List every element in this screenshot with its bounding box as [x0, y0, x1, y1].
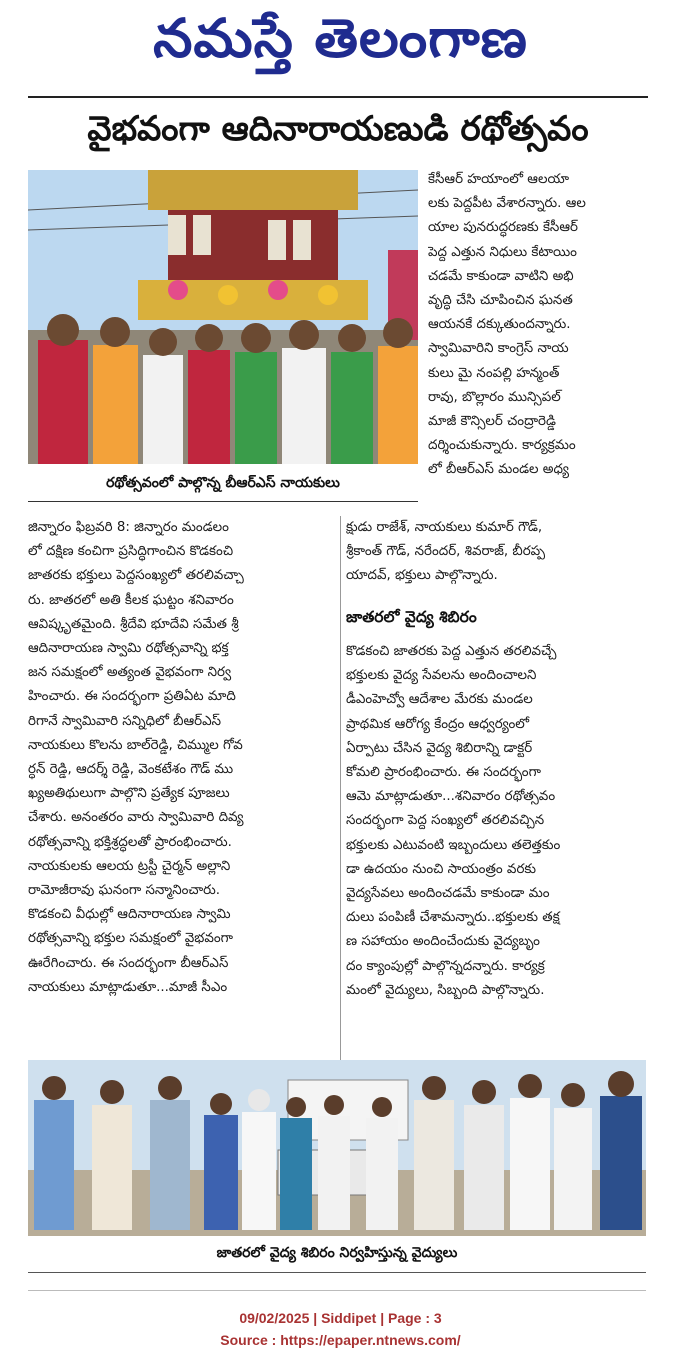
masthead	[0, 0, 681, 90]
text-line: నాయకులు కొలను బాల్‌రెడ్డి, చిమ్ముల గోవ	[28, 737, 243, 753]
article-column-right-bottom	[346, 640, 648, 1003]
text-line: ఆవిష్కృతమైంది. శ్రీదేవి భూదేవి సమేత శ్రీ	[28, 616, 239, 632]
text-line: ఆయనకే దక్కుతుందన్నారు.	[428, 317, 571, 333]
text-line: వైద్యసేవలు అందించడమే కాకుండా మం	[346, 886, 550, 902]
text-line: ణ సహాయం అందించేందుకు వైద్యబృం	[346, 934, 540, 950]
text-line: రామోజీరావు ఘనంగా సన్మానించారు.	[28, 883, 221, 899]
text-line: స్వామివారిని కాంగ్రెస్ నాయ	[428, 341, 569, 357]
text-line: రు. జాతరలో అతి కీలక ఘట్టం శనివారం	[28, 592, 234, 608]
newspaper-logo: నమస్తే తెలంగాణ	[153, 7, 528, 70]
text-line: భక్తులకు వైద్య సేవలను అందించాలని	[346, 668, 537, 684]
text-line: ఆదినారాయణ స్వామి రథోత్సవాన్ని భక్త	[28, 641, 229, 657]
article-column-right-top	[428, 168, 650, 483]
text-line: కొడకంచి వీధుల్లో ఆదినారాయణ స్వామి	[28, 907, 231, 923]
text-line: ఖ్యఅతిథులుగా పాల్గొని ప్రత్యేక పూజలు	[28, 786, 230, 802]
text-line: కేసీఆర్ హయాంలో ఆలయా	[428, 172, 569, 187]
text-line: నాయకులకు ఆలయ ట్రస్టీ చైర్మన్ అల్లాని	[28, 858, 231, 874]
text-line: మంలో వైద్యులు, సిబ్బంది పాల్గొన్నారు.	[346, 982, 545, 998]
text-line: యాల పునరుద్ధరణకు కేసీఆర్	[428, 220, 578, 236]
article-headline: వైభవంగా ఆదినారాయణుడి రథోత్సవం	[87, 109, 589, 149]
text-line: వృద్ధి చేసి చూపించిన ఘనత	[428, 293, 573, 309]
text-line: ఏర్పాటు చేసిన వైద్య శిబిరాన్ని డాక్టర్	[346, 740, 533, 756]
source-link[interactable]: Source : https://epaper.ntnews.com/	[220, 1332, 461, 1348]
text-line: లో దక్షిణ కంచిగా ప్రసిద్ధిగాంచిన కొడకంచి	[28, 544, 234, 560]
medical-camp-photo	[28, 1060, 646, 1236]
text-line: కొడకంచి జాతరకు పెద్ద ఎత్తున తరలివచ్చే	[346, 644, 557, 659]
text-line: జన సమక్షంలో అత్యంత వైభవంగా నిర్వ	[28, 665, 232, 681]
article-column-right-mid	[346, 516, 648, 589]
text-line: డా ఉదయం నుంచి సాయంత్రం వరకు	[346, 861, 537, 877]
photo2-caption: జాతరలో వైద్య శిబిరం నిర్వహిస్తున్న వైద్యులు	[216, 1244, 458, 1261]
chariot-photo-illustration	[28, 170, 418, 464]
text-line: దర్శించుకున్నారు. కార్యక్రమం	[428, 438, 576, 454]
text-line: భక్తులకు ఎటువంటి ఇబ్బందులు తలెత్తకుం	[346, 837, 561, 853]
text-line: జిన్నారం ఫిబ్రవరి 8: జిన్నారం మండలం	[28, 520, 229, 535]
chariot-festival-photo	[28, 170, 418, 464]
article-column-left	[28, 516, 340, 1000]
text-line: పెద్ద ఎత్తున నిధులు కేటాయిం	[428, 244, 577, 260]
masthead-divider	[28, 96, 648, 98]
text-line: ఊరేగించారు. ఈ సందర్భంగా బీఆర్ఎస్	[28, 955, 229, 971]
column-divider	[340, 516, 341, 1066]
text-line: సందర్భంగా పెద్ద సంఖ్యలో తరలివచ్చిన	[346, 813, 545, 829]
text-line: శ్రీకాంత్ గౌడ్, నరేందర్, శివరాజ్, బీరప్ప	[346, 544, 546, 560]
text-line: డీఎంహెచ్వో ఆదేశాల మేరకు మండల	[346, 692, 533, 708]
text-line: జాతరకు భక్తులు పెద్దసంఖ్యలో తరలివచ్చా	[28, 568, 244, 584]
text-line: క్షుడు రాజేశ్, నాయకులు కుమార్ గౌడ్,	[346, 520, 543, 535]
text-line: కులు మై నంపల్లి హన్మంత్	[428, 365, 560, 381]
text-line: యాదవ్, భక్తులు పాల్గొన్నారు.	[346, 568, 498, 584]
text-line: హించారు. ఈ సందర్భంగా ప్రతిఏట మాది	[28, 689, 236, 705]
medical-camp-subheading: జాతరలో వైద్య శిబిరం	[346, 608, 477, 626]
text-line: రథోత్సవాన్ని భక్తుల సమక్షంలో వైభవంగా	[28, 931, 233, 947]
text-line: మాజీ కౌన్సిలర్ చంద్రారెడ్డి	[428, 414, 556, 430]
medical-camp-photo-illustration	[28, 1060, 646, 1236]
text-line: దులు పంపిణీ చేశామన్నారు..భక్తులకు తక్ష	[346, 910, 560, 926]
bottom-divider-light	[28, 1290, 646, 1291]
edition-info: 09/02/2025 | Siddipet | Page : 3	[239, 1310, 442, 1326]
text-line: నాయకులు మాట్లాడుతూ...మాజీ సీఎం	[28, 979, 228, 995]
text-line: ఆమె మాట్లాడుతూ...శనివారం రథోత్సవం	[346, 789, 556, 805]
bottom-divider	[28, 1272, 646, 1273]
photo1-caption: రథోత్సవంలో పాల్గొన్న బీఆర్ఎస్ నాయకులు	[28, 468, 418, 502]
text-line: ర్ధన్ రెడ్డి, ఆదర్శ్ రెడ్డి, వెంకటేశం గౌడ్ ము	[28, 762, 234, 778]
text-line: రిగానే స్వామివారి సన్నిధిలో బీఆర్ఎస్	[28, 713, 221, 729]
text-line: ప్రాథమిక ఆరోగ్య కేంద్రం ఆధ్వర్యంలో	[346, 716, 530, 732]
text-line: లకు పెద్దపీట వేశారన్నారు. ఆల	[428, 196, 586, 212]
text-line: చేశారు. అనంతరం వారు స్వామివారి దివ్య	[28, 810, 244, 826]
text-line: లో బీఆర్ఎస్ మండల అధ్య	[428, 462, 569, 478]
text-line: చడమే కాకుండా వాటిని అభి	[428, 268, 574, 284]
text-line: దం క్యాంపుల్లో పాల్గొన్నదన్నారు. కార్యక్ర	[346, 958, 545, 974]
text-line: రథోత్సవాన్ని భక్తిశ్రద్ధలతో ప్రారంభించారు.	[28, 834, 232, 850]
text-line: రావు, బొల్లారం మున్సిపల్	[428, 389, 561, 405]
text-line: కోమలి ప్రారంభించారు. ఈ సందర్భంగా	[346, 765, 541, 781]
